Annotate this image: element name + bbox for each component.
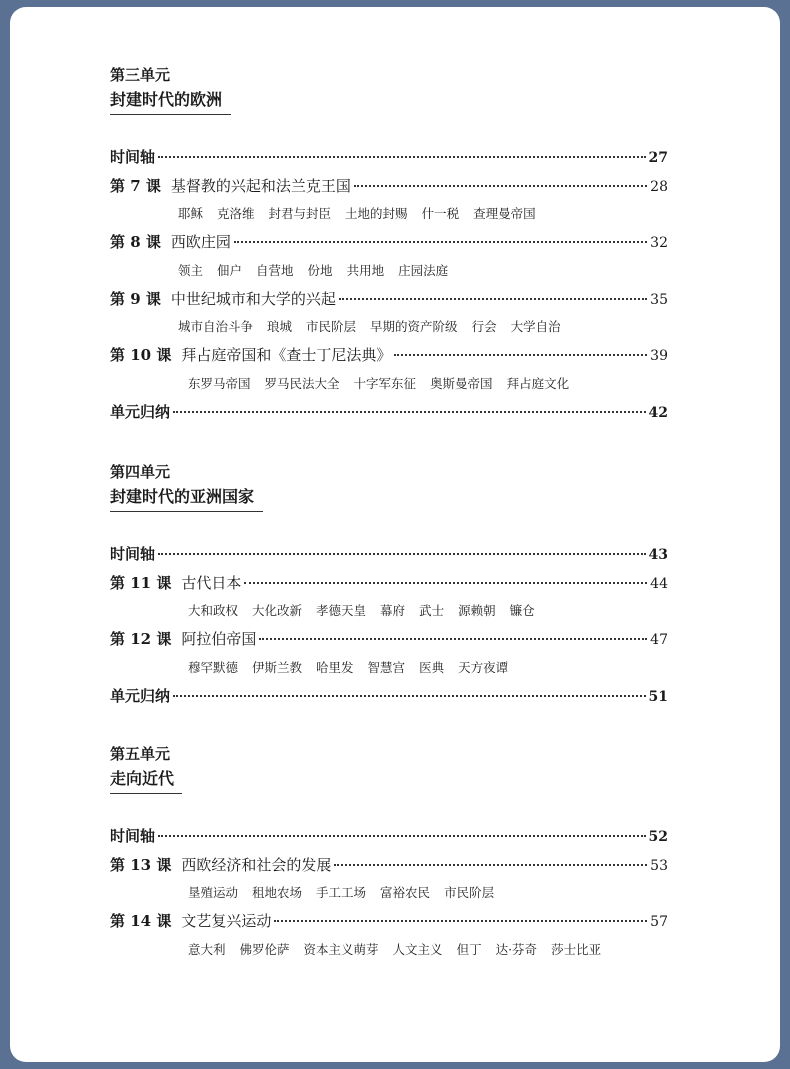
- keyword: 但丁: [456, 941, 482, 957]
- page-number: 53: [650, 857, 668, 874]
- dot-leader: [234, 241, 647, 243]
- keyword-list: [110, 313, 670, 341]
- keyword: 查理曼帝国: [473, 206, 536, 221]
- keyword: 资本主义萌芽: [303, 941, 379, 957]
- spacer: [110, 115, 670, 143]
- page-number: 28: [650, 178, 668, 195]
- keyword: 哈里发: [316, 659, 354, 675]
- lesson-number: 第 12 课: [110, 630, 172, 648]
- keyword: 伊斯兰教: [252, 659, 303, 675]
- entry-title: 古代日本: [181, 573, 242, 592]
- toc-page: [10, 7, 780, 1062]
- lesson-number: 第 14 课: [110, 912, 172, 930]
- keyword: 天方夜谭: [458, 659, 509, 675]
- keyword: 租地农场: [252, 885, 303, 900]
- dot-leader: [334, 864, 647, 866]
- dot-leader: [158, 835, 646, 837]
- lesson-entry[interactable]: [110, 625, 668, 654]
- entry-title: 西欧庄园: [170, 233, 231, 251]
- keyword: 大化改新: [252, 603, 303, 618]
- entry-title: 时间轴: [110, 827, 156, 845]
- keyword: 孝德天皇: [316, 603, 367, 618]
- page-number: 42: [648, 404, 668, 421]
- keyword-list: [110, 597, 670, 625]
- keyword: 十字军东征: [353, 375, 417, 391]
- keyword-list: [110, 200, 670, 228]
- lesson-number: 第 8 课: [110, 233, 161, 251]
- keyword: 市民阶层: [444, 885, 495, 900]
- keyword: 领主: [178, 262, 204, 278]
- dot-leader: [158, 553, 646, 555]
- entry-title: 拜占庭帝国和《查士丁尼法典》: [181, 346, 392, 364]
- lesson-entry[interactable]: [110, 851, 668, 880]
- keyword: 拜占庭文化: [506, 375, 570, 391]
- lesson-number: 第 7 课: [110, 176, 161, 195]
- page-number: 47: [650, 632, 668, 648]
- entry-title: 时间轴: [110, 148, 156, 166]
- keyword: 手工工场: [316, 885, 367, 900]
- keyword: 耶稣: [178, 206, 204, 221]
- entry-title: 文艺复兴运动: [181, 912, 272, 930]
- dot-leader: [339, 298, 647, 300]
- keyword-list: [110, 879, 670, 907]
- lesson-entry[interactable]: [110, 285, 668, 314]
- keyword-list: [110, 654, 670, 682]
- dot-leader: [173, 411, 646, 413]
- page-number: 51: [648, 688, 668, 705]
- page-number: 32: [650, 235, 668, 251]
- keyword: 封君与封臣: [268, 206, 332, 221]
- keyword: 罗马民法大全: [264, 375, 340, 391]
- lesson-entry[interactable]: [110, 228, 668, 257]
- keyword: 穆罕默德: [188, 659, 239, 675]
- section-entry[interactable]: [110, 540, 668, 569]
- keyword: 土地的封赐: [345, 206, 408, 221]
- section-entry[interactable]: [110, 682, 668, 711]
- keyword-list: [110, 257, 670, 285]
- keyword: 莎士比亚: [551, 941, 602, 957]
- keyword: 智慧宫: [367, 659, 406, 675]
- keyword: 什一税: [421, 206, 460, 221]
- page-number: 27: [648, 150, 668, 166]
- unit-title: 封建时代的欧洲: [110, 90, 223, 109]
- lesson-entry[interactable]: [110, 172, 668, 201]
- page-number: 39: [650, 348, 668, 364]
- keyword: 城市自治斗争: [178, 319, 254, 334]
- keyword-list: [110, 370, 670, 398]
- keyword: 奥斯曼帝国: [430, 375, 493, 391]
- unit-section: [110, 744, 670, 964]
- keyword: 行会: [471, 319, 497, 334]
- keyword: 垦殖运动: [188, 885, 239, 900]
- unit-label: 第三单元: [110, 66, 171, 84]
- page-number: 44: [650, 575, 668, 592]
- dot-leader: [259, 638, 647, 640]
- unit-label: 第四单元: [110, 463, 171, 481]
- keyword: 共用地: [346, 262, 385, 278]
- lesson-entry[interactable]: [110, 341, 668, 370]
- lesson-number: 第 10 课: [110, 346, 172, 364]
- keyword: 自营地: [256, 262, 294, 278]
- page-number: 52: [648, 829, 668, 845]
- entry-title: 西欧经济和社会的发展: [181, 855, 332, 874]
- page-number: 57: [650, 914, 668, 930]
- unit-title: 走向近代: [110, 769, 175, 788]
- entry-title: 时间轴: [110, 545, 156, 563]
- keyword: 镰仓: [509, 603, 535, 618]
- keyword: 武士: [419, 603, 445, 618]
- unit-section: [110, 65, 670, 426]
- spacer: [110, 794, 670, 822]
- section-entry[interactable]: [110, 398, 668, 427]
- unit-title: 封建时代的亚洲国家: [110, 487, 255, 506]
- keyword: 医典: [419, 659, 445, 675]
- keyword: 幕府: [380, 603, 406, 618]
- lesson-number: 第 9 课: [110, 289, 161, 308]
- dot-leader: [354, 185, 647, 187]
- dot-leader: [158, 156, 646, 158]
- dot-leader: [173, 695, 646, 697]
- keyword: 人文主义: [392, 941, 443, 957]
- keyword-list: [110, 936, 670, 964]
- section-entry[interactable]: [110, 143, 668, 172]
- keyword: 佛罗伦萨: [239, 941, 290, 957]
- dot-leader: [274, 920, 647, 922]
- entry-title: 单元归纳: [110, 402, 171, 421]
- unit-label: 第五单元: [110, 745, 171, 763]
- entry-title: 基督教的兴起和法兰克王国: [170, 176, 351, 195]
- lesson-number: 第 13 课: [110, 855, 172, 874]
- entry-title: 中世纪城市和大学的兴起: [170, 289, 336, 308]
- lesson-number: 第 11 课: [110, 573, 172, 592]
- unit-section: [110, 462, 670, 710]
- keyword: 份地: [307, 262, 333, 278]
- keyword: 意大利: [188, 941, 226, 957]
- page-number: 43: [648, 547, 668, 563]
- keyword: 佃户: [217, 262, 243, 278]
- keyword: 达·芬奇: [495, 941, 538, 957]
- keyword: 大学自治: [510, 319, 561, 334]
- keyword: 克洛维: [217, 206, 255, 221]
- keyword: 大和政权: [188, 603, 239, 618]
- section-entry[interactable]: [110, 822, 668, 851]
- keyword: 早期的资产阶级: [370, 319, 458, 334]
- entry-title: 阿拉伯帝国: [181, 630, 257, 648]
- keyword: 源赖朝: [458, 603, 496, 618]
- dot-leader: [394, 354, 647, 356]
- spacer: [110, 512, 670, 540]
- entry-title: 单元归纳: [110, 686, 171, 705]
- keyword: 庄园法庭: [398, 262, 449, 278]
- keyword: 富裕农民: [380, 885, 431, 900]
- dot-leader: [244, 582, 647, 584]
- keyword: 东罗马帝国: [188, 375, 251, 391]
- lesson-entry[interactable]: [110, 907, 668, 936]
- keyword: 市民阶层: [306, 319, 357, 334]
- keyword: 琅城: [267, 319, 293, 334]
- lesson-entry[interactable]: [110, 569, 668, 598]
- page-number: 35: [650, 291, 668, 308]
